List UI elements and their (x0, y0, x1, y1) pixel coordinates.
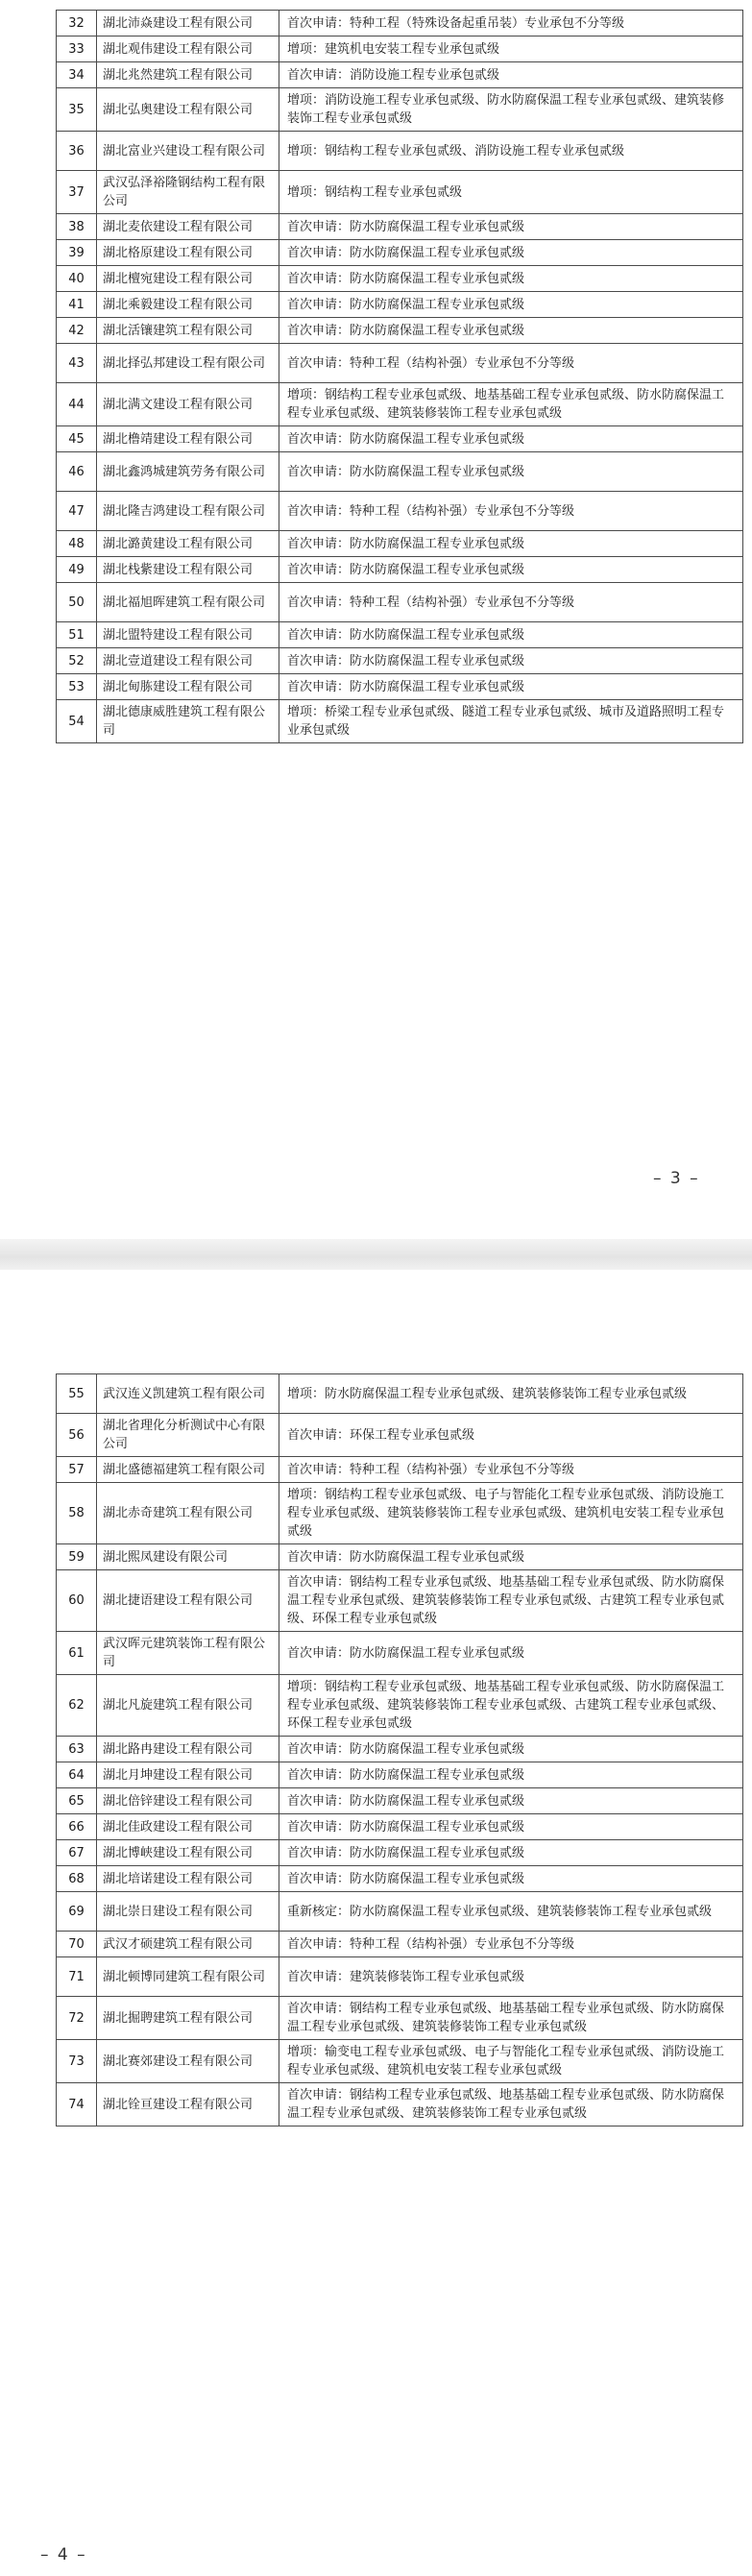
row-number: 44 (57, 383, 97, 426)
table-row (57, 1840, 743, 1866)
table-row (57, 1866, 743, 1892)
row-number: 71 (57, 1957, 97, 1997)
company-name: 湖北倍锌建设工程有限公司 (97, 1788, 279, 1814)
document-page (0, 0, 752, 1239)
table-row (57, 62, 743, 88)
application-content: 增项：钢结构工程专业承包贰级 (279, 171, 743, 214)
table-row (57, 648, 743, 674)
company-name: 湖北兆然建筑工程有限公司 (97, 62, 279, 88)
row-number: 35 (57, 88, 97, 132)
row-number: 54 (57, 700, 97, 743)
table-row (57, 2083, 743, 2126)
application-content: 重新核定：防水防腐保温工程专业承包贰级、建筑装修装饰工程专业承包贰级 (279, 1892, 743, 1932)
company-name: 湖北潞黄建设工程有限公司 (97, 531, 279, 557)
company-name: 湖北活镶建筑工程有限公司 (97, 318, 279, 344)
table-body (57, 1374, 743, 2126)
row-number: 38 (57, 214, 97, 240)
company-name: 湖北甸胨建设工程有限公司 (97, 674, 279, 700)
table-row (57, 1675, 743, 1737)
application-content: 首次申请：防水防腐保温工程专业承包贰级 (279, 1788, 743, 1814)
company-name: 湖北熙凤建设有限公司 (97, 1544, 279, 1570)
row-number: 39 (57, 240, 97, 266)
company-name: 武汉才硕建筑工程有限公司 (97, 1932, 279, 1957)
company-name: 湖北赛郊建设工程有限公司 (97, 2040, 279, 2083)
row-number: 60 (57, 1570, 97, 1632)
row-number: 45 (57, 426, 97, 452)
application-content: 首次申请：建筑装修装饰工程专业承包贰级 (279, 1957, 743, 1997)
row-number: 48 (57, 531, 97, 557)
application-content: 首次申请：环保工程专业承包贰级 (279, 1414, 743, 1457)
row-number: 65 (57, 1788, 97, 1814)
table-row (57, 292, 743, 318)
table-body (57, 11, 743, 743)
company-name: 湖北盟特建设工程有限公司 (97, 622, 279, 648)
table-row (57, 132, 743, 171)
company-name: 湖北乘毅建设工程有限公司 (97, 292, 279, 318)
table-row (57, 700, 743, 743)
table-row (57, 583, 743, 622)
company-name: 湖北福旭晖建筑工程有限公司 (97, 583, 279, 622)
row-number: 63 (57, 1737, 97, 1762)
row-number: 73 (57, 2040, 97, 2083)
table-row (57, 1932, 743, 1957)
row-number: 67 (57, 1840, 97, 1866)
row-number: 53 (57, 674, 97, 700)
company-name: 湖北檀宛建设工程有限公司 (97, 266, 279, 292)
company-name: 湖北格原建设工程有限公司 (97, 240, 279, 266)
table-row (57, 214, 743, 240)
table-row (57, 1997, 743, 2040)
application-content: 增项：消防设施工程专业承包贰级、防水防腐保温工程专业承包贰级、建筑装修装饰工程专业承包贰级 (279, 88, 743, 132)
row-number: 42 (57, 318, 97, 344)
application-content: 首次申请：防水防腐保温工程专业承包贰级 (279, 557, 743, 583)
row-number: 72 (57, 1997, 97, 2040)
application-content: 首次申请：防水防腐保温工程专业承包贰级 (279, 1840, 743, 1866)
table-row (57, 1762, 743, 1788)
company-name: 湖北月坤建设工程有限公司 (97, 1762, 279, 1788)
application-content: 首次申请：防水防腐保温工程专业承包贰级 (279, 214, 743, 240)
table-row (57, 1892, 743, 1932)
qualification-table (56, 1373, 743, 2126)
row-number: 56 (57, 1414, 97, 1457)
company-name: 湖北博峡建设工程有限公司 (97, 1840, 279, 1866)
application-content: 首次申请：防水防腐保温工程专业承包贰级 (279, 622, 743, 648)
application-content: 增项：钢结构工程专业承包贰级、消防设施工程专业承包贰级 (279, 132, 743, 171)
application-content: 首次申请：防水防腐保温工程专业承包贰级 (279, 266, 743, 292)
company-name: 湖北凡旋建筑工程有限公司 (97, 1675, 279, 1737)
table-row (57, 88, 743, 132)
table-row (57, 492, 743, 531)
row-number: 64 (57, 1762, 97, 1788)
table-row (57, 344, 743, 383)
table-row (57, 1414, 743, 1457)
application-content: 增项：钢结构工程专业承包贰级、地基基础工程专业承包贰级、防水防腐保温工程专业承包贰级、建筑装修装饰工程专业承包贰级 (279, 383, 743, 426)
row-number: 59 (57, 1544, 97, 1570)
application-content: 增项：建筑机电安装工程专业承包贰级 (279, 36, 743, 62)
application-content: 增项：输变电工程专业承包贰级、电子与智能化工程专业承包贰级、消防设施工程专业承包贰级、建筑机电安装工程专业承包贰级 (279, 2040, 743, 2083)
company-name: 武汉晖元建筑装饰工程有限公司 (97, 1632, 279, 1675)
page-number: – 4 – (40, 2545, 87, 2564)
table-row (57, 531, 743, 557)
table-row (57, 1814, 743, 1840)
application-content: 首次申请：特种工程（结构补强）专业承包不分等级 (279, 1457, 743, 1483)
company-name: 湖北麦依建设工程有限公司 (97, 214, 279, 240)
company-name: 湖北德康威胜建筑工程有限公司 (97, 700, 279, 743)
company-name: 湖北顿博同建筑工程有限公司 (97, 1957, 279, 1997)
company-name: 武汉连义凯建筑工程有限公司 (97, 1374, 279, 1414)
company-name: 湖北择弘邦建设工程有限公司 (97, 344, 279, 383)
table-row (57, 1457, 743, 1483)
row-number: 70 (57, 1932, 97, 1957)
application-content: 首次申请：特种工程（结构补强）专业承包不分等级 (279, 1932, 743, 1957)
row-number: 52 (57, 648, 97, 674)
table-row (57, 1788, 743, 1814)
company-name: 湖北捷语建设工程有限公司 (97, 1570, 279, 1632)
row-number: 37 (57, 171, 97, 214)
application-content: 增项：钢结构工程专业承包贰级、电子与智能化工程专业承包贰级、消防设施工程专业承包贰级、建筑装修装饰工程专业承包贰级、建筑机电安装工程专业承包贰级 (279, 1483, 743, 1544)
row-number: 32 (57, 11, 97, 36)
table-row (57, 622, 743, 648)
page-separator (0, 1239, 752, 1270)
row-number: 41 (57, 292, 97, 318)
application-content: 增项：钢结构工程专业承包贰级、地基基础工程专业承包贰级、防水防腐保温工程专业承包贰级、建筑装修装饰工程专业承包贰级、古建筑工程专业承包贰级、环保工程专业承包贰级 (279, 1675, 743, 1737)
application-content: 首次申请：消防设施工程专业承包贰级 (279, 62, 743, 88)
company-name: 湖北沛焱建设工程有限公司 (97, 11, 279, 36)
page-number: – 3 – (653, 1169, 700, 1188)
company-name: 湖北崇日建设工程有限公司 (97, 1892, 279, 1932)
row-number: 36 (57, 132, 97, 171)
row-number: 66 (57, 1814, 97, 1840)
application-content: 首次申请：特种工程（结构补强）专业承包不分等级 (279, 344, 743, 383)
table-row (57, 11, 743, 36)
qualification-table (56, 10, 743, 743)
company-name: 湖北培诺建设工程有限公司 (97, 1866, 279, 1892)
application-content: 增项：桥梁工程专业承包贰级、隧道工程专业承包贰级、城市及道路照明工程专业承包贰级 (279, 700, 743, 743)
row-number: 61 (57, 1632, 97, 1675)
application-content: 首次申请：防水防腐保温工程专业承包贰级 (279, 1737, 743, 1762)
company-name: 湖北壹道建设工程有限公司 (97, 648, 279, 674)
row-number: 57 (57, 1457, 97, 1483)
company-name: 湖北满文建设工程有限公司 (97, 383, 279, 426)
application-content: 首次申请：防水防腐保温工程专业承包贰级 (279, 648, 743, 674)
company-name: 湖北栈紫建设工程有限公司 (97, 557, 279, 583)
table-row (57, 240, 743, 266)
application-content: 首次申请：防水防腐保温工程专业承包贰级 (279, 426, 743, 452)
application-content: 首次申请：钢结构工程专业承包贰级、地基基础工程专业承包贰级、防水防腐保温工程专业承包贰级、建筑装修装饰工程专业承包贰级 (279, 1997, 743, 2040)
company-name: 武汉弘泽裕隆钢结构工程有限公司 (97, 171, 279, 214)
company-name: 湖北隆吉鸿建设工程有限公司 (97, 492, 279, 531)
row-number: 68 (57, 1866, 97, 1892)
table-row (57, 557, 743, 583)
table-row (57, 1483, 743, 1544)
application-content: 首次申请：防水防腐保温工程专业承包贰级 (279, 1632, 743, 1675)
table-row (57, 1957, 743, 1997)
row-number: 62 (57, 1675, 97, 1737)
application-content: 首次申请：防水防腐保温工程专业承包贰级 (279, 1866, 743, 1892)
table-row (57, 674, 743, 700)
application-content: 首次申请：防水防腐保温工程专业承包贰级 (279, 1544, 743, 1570)
table-row (57, 36, 743, 62)
application-content: 首次申请：防水防腐保温工程专业承包贰级 (279, 674, 743, 700)
application-content: 增项：防水防腐保温工程专业承包贰级、建筑装修装饰工程专业承包贰级 (279, 1374, 743, 1414)
company-name: 湖北路冉建设工程有限公司 (97, 1737, 279, 1762)
table-row (57, 452, 743, 492)
table-row (57, 1544, 743, 1570)
table-row (57, 1374, 743, 1414)
company-name: 湖北佳政建设工程有限公司 (97, 1814, 279, 1840)
table-row (57, 1632, 743, 1675)
row-number: 69 (57, 1892, 97, 1932)
table-row (57, 171, 743, 214)
company-name: 湖北富业兴建设工程有限公司 (97, 132, 279, 171)
row-number: 34 (57, 62, 97, 88)
application-content: 首次申请：钢结构工程专业承包贰级、地基基础工程专业承包贰级、防水防腐保温工程专业承包贰级、建筑装修装饰工程专业承包贰级、古建筑工程专业承包贰级、环保工程专业承包贰级 (279, 1570, 743, 1632)
application-content: 首次申请：防水防腐保温工程专业承包贰级 (279, 1762, 743, 1788)
table-row (57, 1570, 743, 1632)
row-number: 55 (57, 1374, 97, 1414)
table-row (57, 2040, 743, 2083)
application-content: 首次申请：防水防腐保温工程专业承包贰级 (279, 292, 743, 318)
document-page (0, 1270, 752, 2576)
company-name: 湖北赤奇建筑工程有限公司 (97, 1483, 279, 1544)
row-number: 74 (57, 2083, 97, 2126)
company-name: 湖北橹靖建设工程有限公司 (97, 426, 279, 452)
company-name: 湖北鑫鸿城建筑劳务有限公司 (97, 452, 279, 492)
row-number: 50 (57, 583, 97, 622)
application-content: 首次申请：防水防腐保温工程专业承包贰级 (279, 531, 743, 557)
row-number: 43 (57, 344, 97, 383)
application-content: 首次申请：防水防腐保温工程专业承包贰级 (279, 240, 743, 266)
application-content: 首次申请：特种工程（特殊设备起重吊装）专业承包不分等级 (279, 11, 743, 36)
row-number: 40 (57, 266, 97, 292)
company-name: 湖北弘奥建设工程有限公司 (97, 88, 279, 132)
row-number: 51 (57, 622, 97, 648)
row-number: 47 (57, 492, 97, 531)
table-row (57, 383, 743, 426)
application-content: 首次申请：防水防腐保温工程专业承包贰级 (279, 452, 743, 492)
table-row (57, 1737, 743, 1762)
application-content: 首次申请：钢结构工程专业承包贰级、地基基础工程专业承包贰级、防水防腐保温工程专业承包贰级、建筑装修装饰工程专业承包贰级 (279, 2083, 743, 2126)
company-name: 湖北掘聘建筑工程有限公司 (97, 1997, 279, 2040)
row-number: 49 (57, 557, 97, 583)
application-content: 首次申请：防水防腐保温工程专业承包贰级 (279, 1814, 743, 1840)
company-name: 湖北省理化分析测试中心有限公司 (97, 1414, 279, 1457)
row-number: 33 (57, 36, 97, 62)
company-name: 湖北盛德福建筑工程有限公司 (97, 1457, 279, 1483)
application-content: 首次申请：特种工程（结构补强）专业承包不分等级 (279, 583, 743, 622)
table-row (57, 266, 743, 292)
company-name: 湖北观伟建设工程有限公司 (97, 36, 279, 62)
application-content: 首次申请：防水防腐保温工程专业承包贰级 (279, 318, 743, 344)
row-number: 46 (57, 452, 97, 492)
company-name: 湖北铨亘建设工程有限公司 (97, 2083, 279, 2126)
row-number: 58 (57, 1483, 97, 1544)
application-content: 首次申请：特种工程（结构补强）专业承包不分等级 (279, 492, 743, 531)
table-row (57, 318, 743, 344)
table-row (57, 426, 743, 452)
